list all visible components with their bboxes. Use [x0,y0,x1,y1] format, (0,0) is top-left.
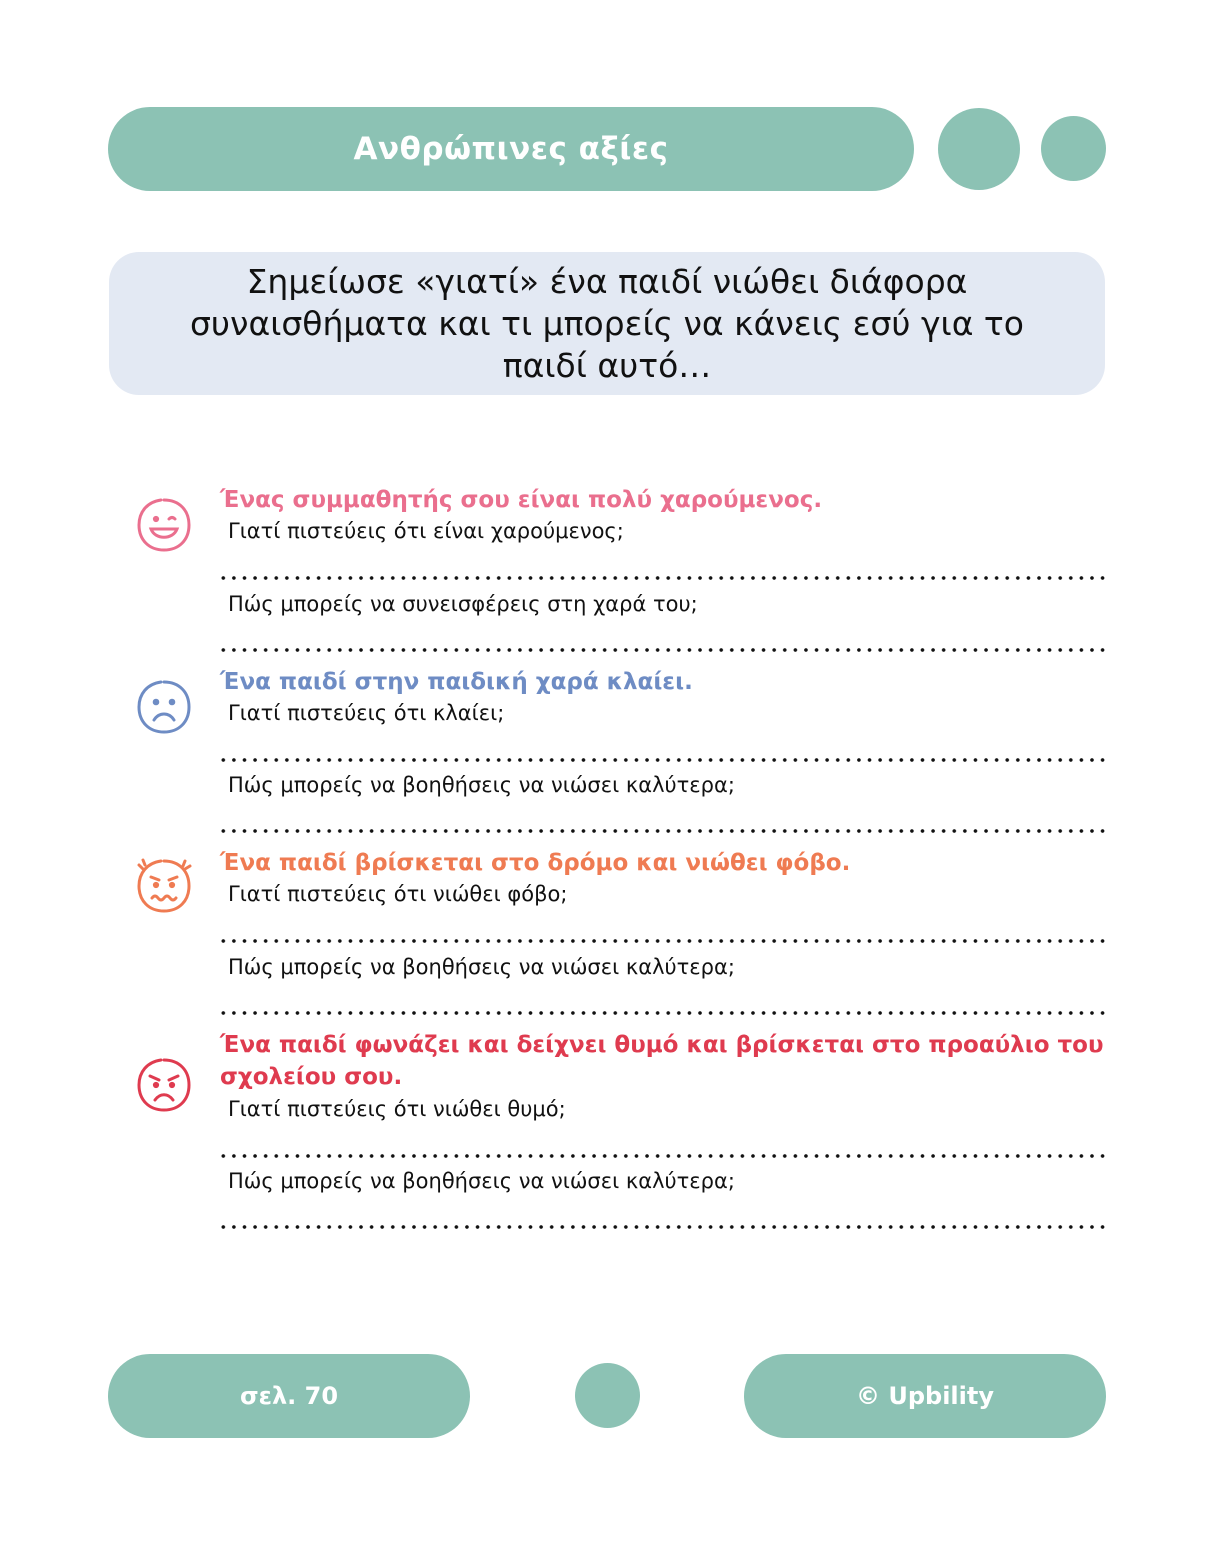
answer-line-how[interactable] [218,829,1108,833]
copyright-text: © Upbility [856,1382,994,1410]
instruction-text: Σημείωσε «γιατί» ένα παιδί νιώθει διάφορα συναισθήματα και τι μπορείς να κάνεις εσύ για το παιδί αυτό… [190,261,1024,385]
scared-face-icon [135,857,193,915]
decorative-circle-footer [575,1363,640,1428]
page-header [108,107,914,191]
answer-line-why[interactable] [218,939,1108,943]
question-how: Πώς μπορείς να βοηθήσεις να νιώσει καλύτερα; [228,1169,735,1193]
question-how: Πώς μπορείς να βοηθήσεις να νιώσει καλύτερα; [228,955,735,979]
decorative-circle-large [938,108,1020,190]
decorative-circle-small [1041,116,1106,181]
scenario-heading: Ένα παιδί βρίσκεται στο δρόμο και νιώθει φόβο. [220,850,851,876]
scenario-heading: Ένα παιδί στην παιδική χαρά κλαίει. [220,669,693,695]
question-how: Πώς μπορείς να βοηθήσεις να νιώσει καλύτερα; [228,773,735,797]
answer-line-how[interactable] [218,648,1108,652]
question-why: Γιατί πιστεύεις ότι νιώθει θυμό; [228,1097,566,1121]
page-number-pill [108,1354,470,1438]
copyright-pill [744,1354,1106,1438]
happy-face-icon [135,496,193,554]
header-title: Ανθρώπινες αξίες [353,131,669,167]
question-why: Γιατί πιστεύεις ότι νιώθει φόβο; [228,882,568,906]
answer-line-how[interactable] [218,1225,1108,1229]
answer-line-why[interactable] [218,758,1108,762]
page-number: σελ. 70 [239,1382,339,1410]
answer-line-how[interactable] [218,1011,1108,1015]
question-how: Πώς μπορείς να συνεισφέρεις στη χαρά του; [228,592,698,616]
answer-line-why[interactable] [218,576,1108,580]
scenario-heading: Ένα παιδί φωνάζει και δείχνει θυμό και βρίσκεται στο προαύλιο του σχολείου σου. [220,1032,1104,1090]
instruction-box [109,252,1105,395]
scenario-heading: Ένας συμμαθητής σου είναι πολύ χαρούμενος. [220,487,823,513]
question-why: Γιατί πιστεύεις ότι κλαίει; [228,701,505,725]
question-why: Γιατί πιστεύεις ότι είναι χαρούμενος; [228,519,624,543]
angry-face-icon [135,1056,193,1114]
answer-line-why[interactable] [218,1154,1108,1158]
sad-face-icon [135,678,193,736]
